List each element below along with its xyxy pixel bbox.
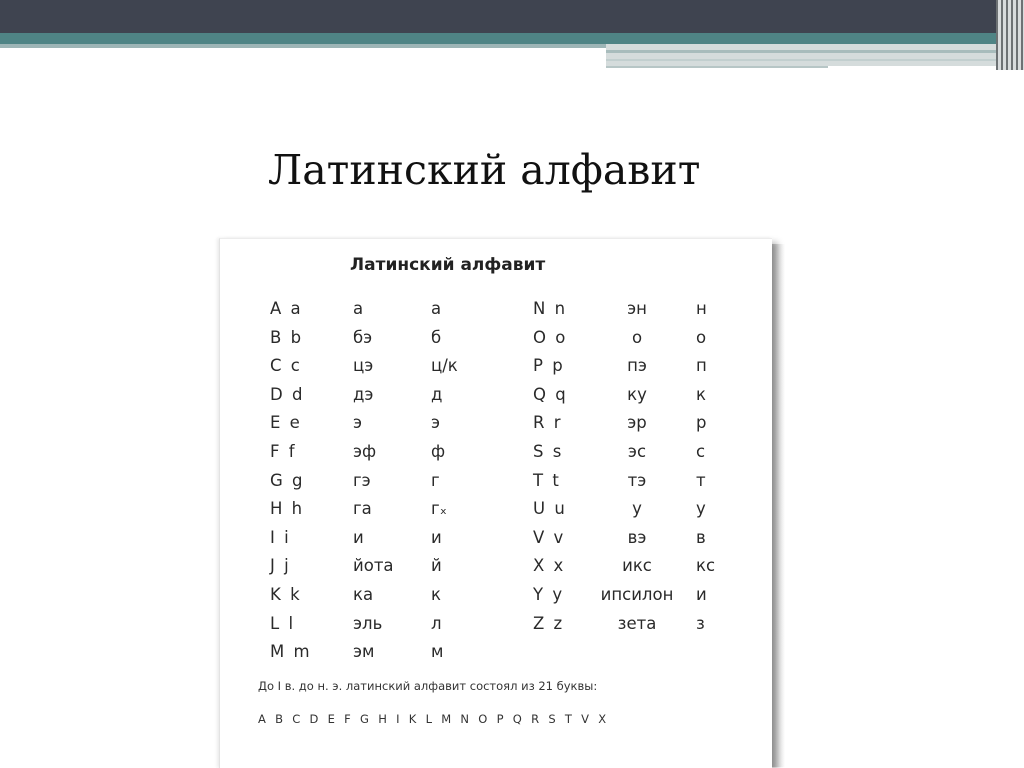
table-cell: N n [533,299,568,318]
table-cell: и [696,584,707,604]
table-cell: M m [270,642,312,662]
table-cell: э [431,413,441,433]
table-cell: дэ [353,384,374,404]
table-cell: R r [533,413,563,433]
table-cell: с [696,441,706,461]
table-cell: зета [617,613,657,633]
table-cell: H h [270,499,305,519]
table-cell: F f [270,441,297,461]
table-cell: з [696,613,705,633]
table-cell: йота [353,556,394,576]
table-cell: X x [533,556,566,576]
table-cell: а [353,299,364,318]
table-cell: б [431,327,442,347]
table-cell: ц/к [431,356,458,376]
table-cell: эр [627,413,647,433]
table-cell: E e [270,413,302,433]
table-cell: а [431,299,442,318]
table-cell: и [431,527,442,547]
header-pale-line [606,50,1024,53]
table-cell: O o [533,327,568,347]
table-cell: D d [270,384,305,404]
table-cell: т [696,470,706,490]
table-cell: G g [270,470,305,490]
old-alphabet-letters: A B C D E F G H I K L M N O P Q R S T V X [258,712,609,726]
table-cell: г [431,470,440,490]
table-cell: и [353,527,364,547]
table-cell: эм [353,642,375,662]
left-names-column [353,295,394,667]
left-sounds-column [431,295,458,667]
table-cell: S s [533,441,564,461]
table-cell: ку [627,384,647,404]
table-cell: р [696,413,707,433]
right-letters-column [533,295,568,638]
table-cell: й [431,556,442,576]
table-cell: д [431,384,443,404]
table-cell: P p [533,356,565,376]
table-cell: кс [696,556,716,576]
table-cell: гₓ [431,499,447,519]
table-cell: у [696,499,706,519]
table-cell: к [431,584,441,604]
table-cell: тэ [627,470,647,490]
table-cell: н [696,299,707,318]
right-sounds-column [696,295,715,638]
table-cell: ка [353,584,374,604]
table-cell: л [431,613,442,633]
table-cell: ипсилон [600,584,674,604]
table-cell: к [696,384,706,404]
table-cell: K k [270,584,302,604]
header-edge-stripes [996,0,1024,70]
table-cell: I i [270,527,291,547]
table-cell: о [631,327,643,347]
table-cell: в [696,527,706,547]
document-shadow [771,244,785,767]
table-cell: бэ [353,327,373,347]
table-cell: A a [270,299,303,318]
left-letters-column [270,295,312,667]
table-cell: Q q [533,384,568,404]
table-cell: T t [533,470,561,490]
table-cell: гэ [353,470,371,490]
slide-title: Латинский алфавит [268,146,701,194]
table-cell: пэ [627,356,647,376]
header-underline [606,66,828,68]
table-cell: га [353,499,372,519]
table-cell: эс [627,441,647,461]
table-cell: Y y [533,584,565,604]
table-cell: у [632,499,642,519]
table-cell: о [696,327,707,347]
table-cell: J j [270,556,291,576]
document-title: Латинский алфавит [350,255,546,275]
alphabet-document-image [219,238,772,768]
table-cell: ф [431,441,446,461]
table-cell: э [353,413,363,433]
table-cell: L l [270,613,296,633]
table-cell: U u [533,499,567,519]
header-under-line [0,44,606,48]
table-cell: вэ [627,527,647,547]
header-teal-bar [0,33,1024,44]
table-cell: м [431,642,444,662]
table-cell: эль [353,613,383,633]
historical-note: До I в. до н. э. латинский алфавит состоял из 21 буквы: [258,679,598,693]
table-cell: эф [353,441,377,461]
table-cell: эн [627,299,647,318]
header-pale-line-2 [606,59,1024,61]
right-names-column [589,295,685,638]
table-cell: C c [270,356,302,376]
header-dark-bar [0,0,1024,33]
table-cell: V v [533,527,566,547]
table-cell: п [696,356,707,376]
table-cell: B b [270,327,304,347]
table-cell: Z z [533,613,565,633]
header-pale-bar [606,44,1024,66]
table-cell: икс [622,556,652,576]
table-cell: цэ [353,356,374,376]
